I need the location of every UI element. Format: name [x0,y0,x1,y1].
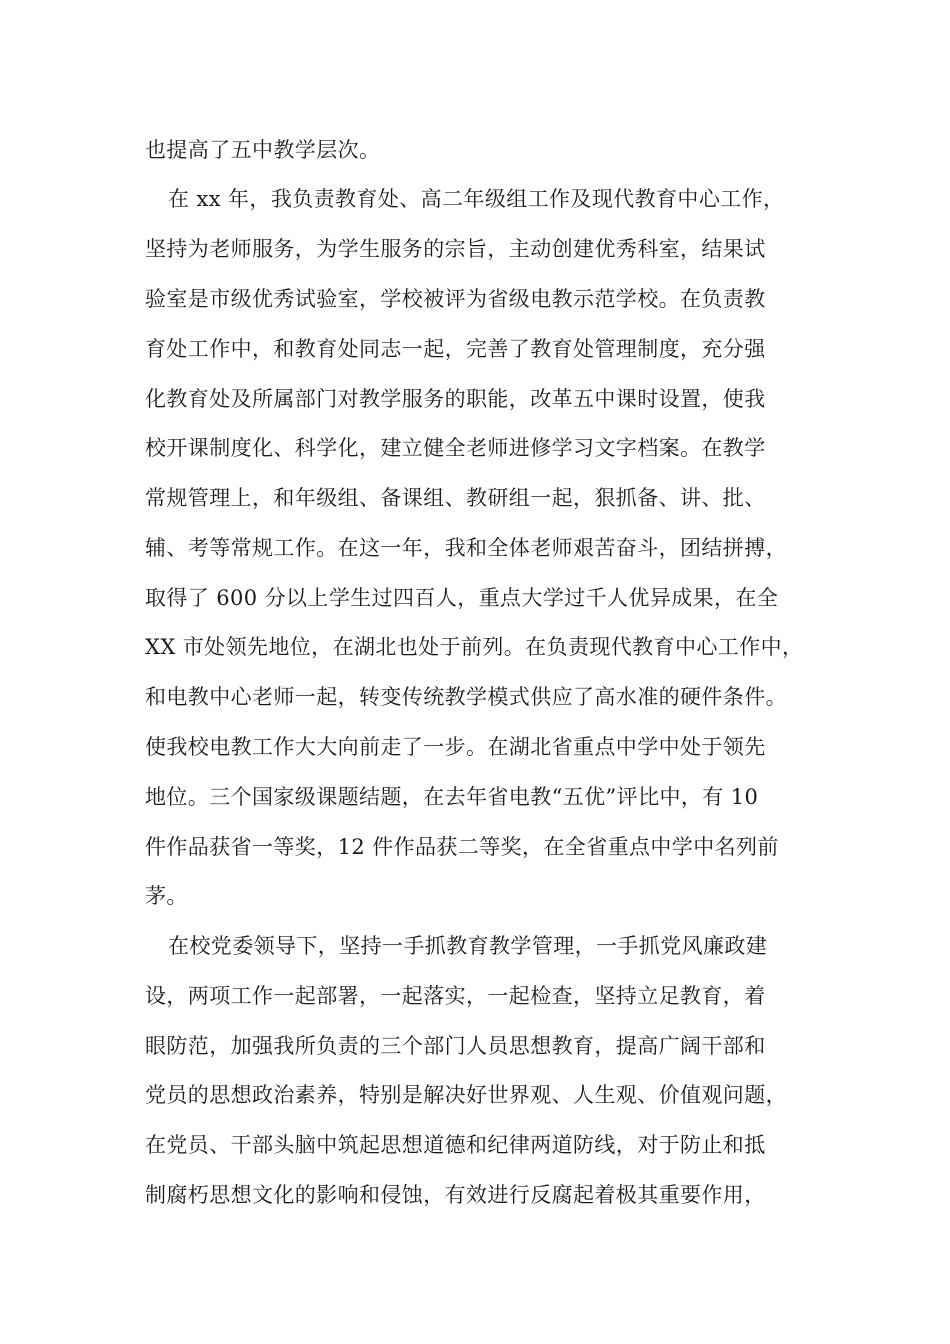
text-line: 验室是市级优秀试验室，学校被评为省级电教示范学校。在负责教 [145,287,766,311]
text-line: 设，两项工作一起部署，一起落实，一起检查，坚持立足教育，着 [145,984,766,1008]
text-line: 和电教中心老师一起，转变传统教学模式供应了高水准的硬件条件。 [145,685,787,709]
text-line: 育处工作中，和教育处同志一起，完善了教育处管理制度，充分强 [145,337,766,361]
text-line: 茅。 [145,884,188,908]
text-line: 眼防范，加强我所负责的三个部门人员思想教育，提高广阔干部和 [145,1034,766,1058]
text-line: 也提高了五中教学层次。 [145,138,381,162]
text-line: 地位。三个国家级课题结题，在去年省电教“五优”评比中，有 10 [145,785,759,809]
text-line: 校开课制度化、科学化，建立健全老师进修学习文字档案。在教学 [145,436,766,460]
text-line: 取得了 600 分以上学生过四百人，重点大学过千人优异成果，在全 [145,586,779,610]
text-line: 在校党委领导下，坚持一手抓教育教学管理，一手抓党风廉政建 [168,934,768,958]
text-line: 使我校电教工作大大向前走了一步。在湖北省重点中学中处于领先 [145,735,766,759]
text-line: 党员的思想政治素养，特别是解决好世界观、人生观、价值观问题， [145,1083,787,1107]
text-line: 常规管理上，和年级组、备课组、教研组一起，狠抓备、讲、批、 [145,486,766,510]
text-line: 化教育处及所属部门对教学服务的职能，改革五中课时设置，使我 [145,387,766,411]
text-line: 在党员、干部头脑中筑起思想道德和纪律两道防线，对于防止和抵 [145,1133,766,1157]
text-line: 件作品获省一等奖，12 件作品获二等奖，在全省重点中学中名列前 [145,835,779,859]
text-line: 辅、考等常规工作。在这一年，我和全体老师艰苦奋斗，团结拼搏， [145,536,787,560]
text-line: 制腐朽思想文化的影响和侵蚀，有效进行反腐起着极其重要作用， [145,1183,766,1207]
text-line: 坚持为老师服务，为学生服务的宗旨，主动创建优秀科室，结果试 [145,237,766,261]
text-line: XX 市处领先地位，在湖北也处于前列。在负责现代教育中心工作中， [145,635,804,659]
text-line: 在 xx 年，我负责教育处、高二年级组工作及现代教育中心工作， [168,187,785,211]
